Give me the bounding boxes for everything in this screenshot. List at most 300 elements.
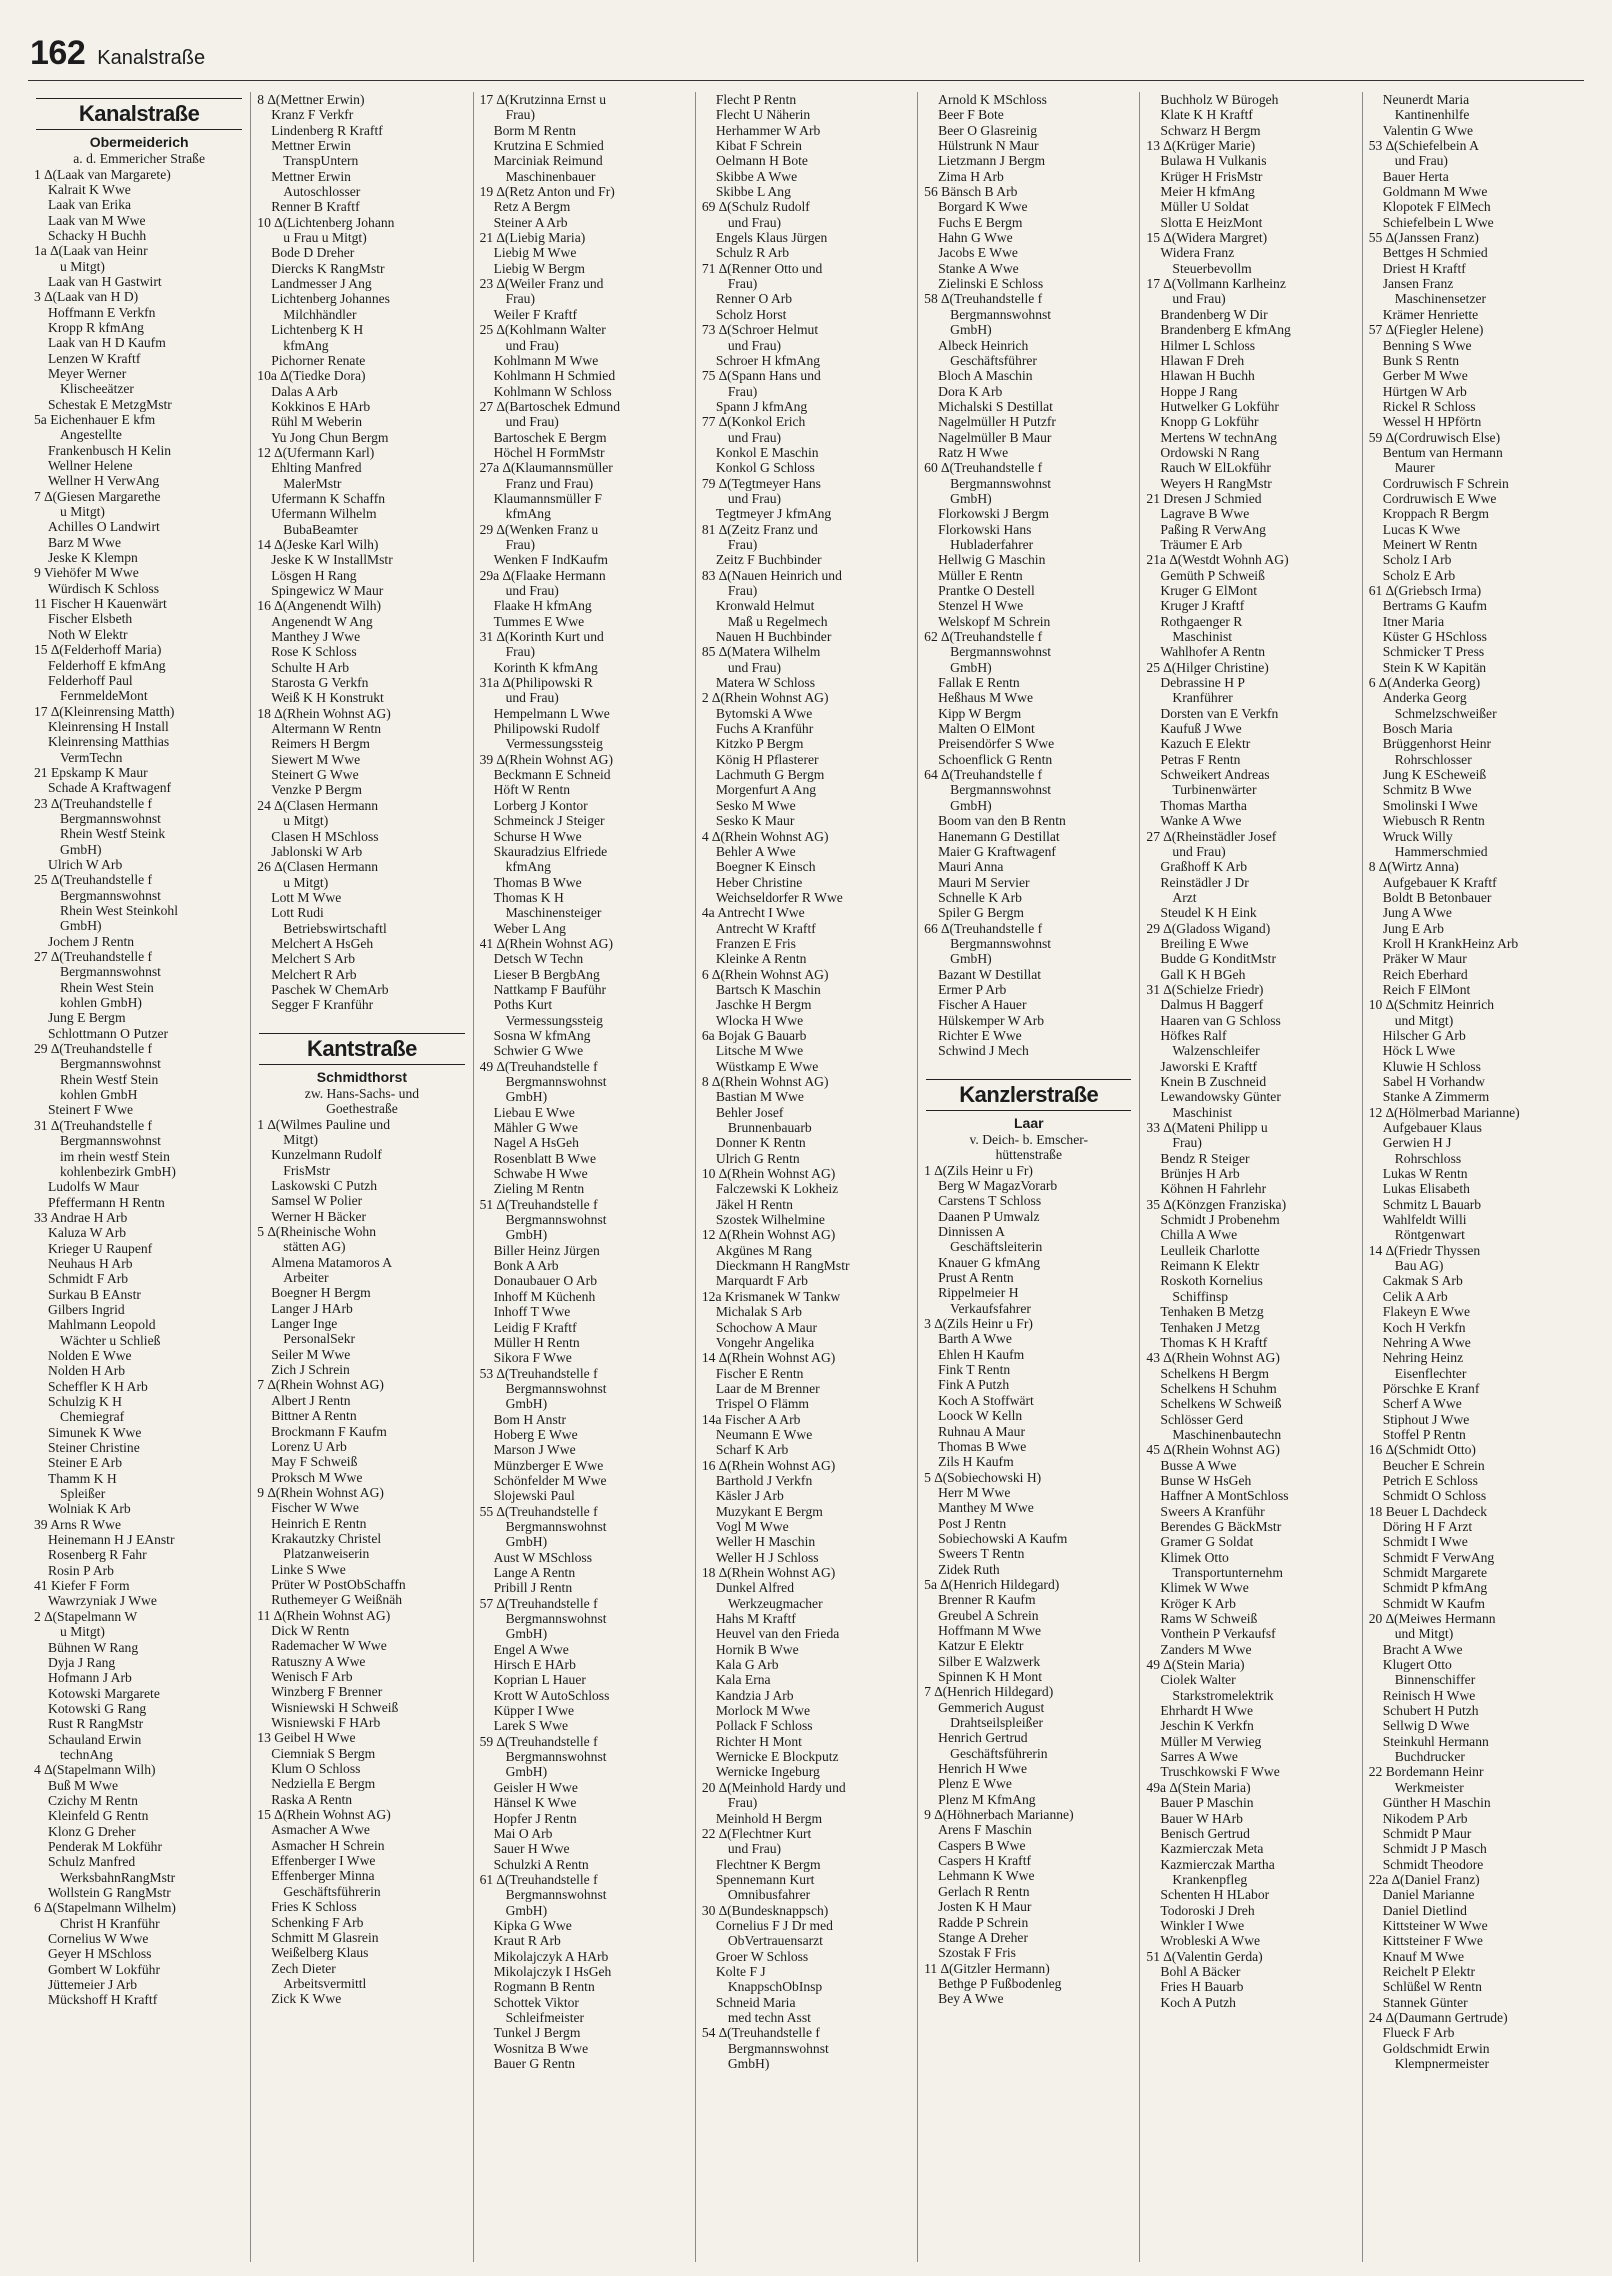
directory-entry: Donaubauer O Arb xyxy=(493,1273,597,1289)
directory-entry: Kleinrensing H Install xyxy=(48,718,169,734)
directory-entry: Proksch M Wwe xyxy=(271,1469,363,1485)
directory-entry: Dyja J Rang xyxy=(48,1654,116,1670)
directory-entry: Bartoschek E Bergm xyxy=(493,429,607,445)
directory-entry: Maschinenbauer xyxy=(505,168,596,184)
street-heading: Kanzlerstraße xyxy=(926,1079,1131,1111)
directory-entry: kohlen GmbH) xyxy=(60,995,142,1011)
directory-entry: Mauri M Servier xyxy=(938,874,1030,890)
directory-entry: Mahlmann Leopold xyxy=(48,1317,156,1333)
directory-entry: 27 ∆(Bartoschek Edmund xyxy=(479,398,621,414)
directory-entry: Ordowski N Rang xyxy=(1160,444,1260,460)
directory-entry: kohlen GmbH xyxy=(60,1087,138,1103)
directory-entry: Richter H Mont xyxy=(715,1733,802,1749)
directory-entry: Bulawa H Vulkanis xyxy=(1160,153,1267,169)
directory-entry: Münzberger E Wwe xyxy=(493,1457,604,1473)
directory-entry: Steuerbevollm xyxy=(1172,260,1252,276)
directory-entry: 16 ∆(Angenendt Wilh) xyxy=(257,598,382,614)
directory-entry: Herr M Wwe xyxy=(938,1484,1011,1500)
directory-entry: Pollack F Schloss xyxy=(715,1718,813,1734)
directory-entry: Laar de M Brenner xyxy=(715,1380,820,1396)
directory-entry: Schmidt F Arb xyxy=(48,1271,129,1287)
directory-entry: Günther H Maschin xyxy=(1382,1795,1491,1811)
directory-entry: Zick K Wwe xyxy=(271,1991,342,2007)
directory-entry: Bergmannswohnst xyxy=(950,782,1052,798)
directory-entry: Segger F Kranführ xyxy=(271,997,374,1013)
directory-entry: Schenten H HLabor xyxy=(1160,1887,1270,1903)
directory-entry: Hempelmann L Wwe xyxy=(493,705,610,721)
directory-entry: Rosenblatt B Wwe xyxy=(493,1150,597,1166)
directory-entry: Graßhoff K Arb xyxy=(1160,859,1248,875)
directory-entry: Mettner Erwin xyxy=(271,168,351,184)
directory-entry: und Frau) xyxy=(505,337,559,353)
directory-entry: Frankenbusch H Kelin xyxy=(48,442,172,458)
directory-entry: Hornik B Wwe xyxy=(715,1641,799,1657)
directory-entry: Breiling E Wwe xyxy=(1160,935,1249,951)
directory-entry: Laak van Erika xyxy=(48,197,132,213)
directory-entry: 31 ∆(Korinth Kurt und xyxy=(479,629,604,645)
directory-entry: und Mitgt) xyxy=(1394,1012,1454,1028)
directory-entry: Meinhold H Bergm xyxy=(715,1810,823,1826)
directory-entry: Sesko K Maur xyxy=(715,813,795,829)
directory-entry: u Mitgt) xyxy=(283,813,329,829)
directory-entry: Falczewski K Lokheiz xyxy=(715,1181,839,1197)
directory-entry: und Frau) xyxy=(505,414,559,430)
directory-entry: und Frau) xyxy=(1172,843,1226,859)
directory-entry: Wenisch F Arb xyxy=(271,1669,353,1684)
directory-entry: Paschek W ChemArb xyxy=(271,981,389,997)
directory-entry: und Frau) xyxy=(727,337,782,353)
directory-entry: Prüter W PostObSchaffn xyxy=(271,1576,406,1592)
directory-entry: Krieger U Raupenf xyxy=(48,1240,153,1256)
directory-entry: Knopp G Lokführ xyxy=(1160,414,1259,430)
directory-entry: u Mitgt) xyxy=(283,874,329,890)
directory-entry: Kokkinos E HArb xyxy=(271,398,371,414)
directory-entry: Nolden H Arb xyxy=(48,1363,126,1379)
directory-entry: Stanke A Wwe xyxy=(938,260,1019,276)
directory-entry: 25 ∆(Kohlmann Walter xyxy=(479,322,606,338)
directory-entry: 81 ∆(Zeitz Franz und xyxy=(701,521,818,537)
directory-entry: 85 ∆(Matera Wilhelm xyxy=(701,644,821,660)
directory-entry: 14 ∆(Rhein Wohnst AG) xyxy=(701,1350,836,1366)
directory-entry: Cordruwisch F Schrein xyxy=(1382,475,1509,491)
directory-entry: Henrich H Wwe xyxy=(938,1761,1027,1777)
directory-entry: 55 ∆(Janssen Franz) xyxy=(1368,230,1479,246)
directory-entry: Döring H F Arzt xyxy=(1382,1518,1473,1534)
directory-entry: 12 ∆(Hölmerbad Marianne) xyxy=(1368,1104,1520,1120)
directory-entry: Schmicker T Press xyxy=(1382,644,1485,660)
column-6 xyxy=(1139,92,1361,2262)
directory-entry: 1a ∆(Laak van Heinr xyxy=(34,243,148,259)
directory-entry: Carstens T Schloss xyxy=(938,1193,1042,1209)
directory-entry: Sesko M Wwe xyxy=(715,797,796,813)
directory-entry: Jeske K Klempn xyxy=(48,550,138,566)
directory-entry: 69 ∆(Schulz Rudolf xyxy=(701,199,810,215)
directory-entry: Stannek Günter xyxy=(1382,1994,1468,2010)
directory-entry: Dunkel Alfred xyxy=(715,1580,794,1596)
directory-entry: Boom van den B Rentn xyxy=(938,813,1066,829)
directory-entry: Schoenflick G Rentn xyxy=(938,751,1053,767)
directory-entry: Engels Klaus Jürgen xyxy=(715,230,828,246)
directory-entry: 62 ∆(Treuhandstelle f xyxy=(924,629,1043,645)
directory-entry: Ruthemeyer G Weißnäh xyxy=(271,1592,403,1608)
directory-entry: 25 ∆(Hilger Christine) xyxy=(1146,659,1269,675)
directory-entry: und Frau) xyxy=(727,429,782,445)
directory-entry: Gerber M Wwe xyxy=(1382,368,1468,384)
directory-entry: Trispel O Flämm xyxy=(715,1396,810,1412)
directory-entry: Asmacher A Wwe xyxy=(271,1822,370,1838)
directory-entry: Sellwig D Wwe xyxy=(1382,1718,1470,1734)
directory-entry: Geyer H MSchloss xyxy=(48,1946,152,1962)
directory-entry: Rothgaenger R xyxy=(1160,613,1243,629)
column-2 xyxy=(250,92,472,2262)
directory-entry: Felderhoff E kfmAng xyxy=(48,657,166,673)
directory-entry: Wahlhofer A Rentn xyxy=(1160,644,1266,660)
directory-entry: Zidek Ruth xyxy=(938,1561,1000,1577)
directory-entry: Ruhnau A Maur xyxy=(938,1423,1025,1439)
directory-entry: Schmidt Margarete xyxy=(1382,1565,1488,1580)
directory-entry: Fries K Schloss xyxy=(271,1899,357,1915)
directory-entry: Binnenschiffer xyxy=(1394,1672,1476,1688)
directory-entry: Florkowski J Bergm xyxy=(938,506,1049,522)
directory-entry: Arbeiter xyxy=(283,1270,329,1286)
directory-entry: Frau) xyxy=(505,291,536,307)
directory-entry: technAng xyxy=(60,1746,113,1762)
directory-entry: Pörschke E Kranf xyxy=(1382,1380,1480,1396)
directory-entry: Bergmannswohnst xyxy=(505,1212,607,1228)
directory-entry: Sikora F Wwe xyxy=(493,1350,572,1366)
directory-entry: Bonk A Arb xyxy=(493,1258,559,1274)
directory-entry: Jablonski W Arb xyxy=(271,843,363,859)
directory-entry: Bohl A Bäcker xyxy=(1160,1963,1241,1979)
directory-entry: Prust A Rentn xyxy=(938,1270,1014,1286)
directory-entry: Klate K H Kraftf xyxy=(1160,107,1253,123)
directory-entry: 5 ∆(Sobiechowski H) xyxy=(924,1469,1042,1485)
directory-entry: Surkau B EAnstr xyxy=(48,1286,141,1302)
directory-entry: Nehring A Wwe xyxy=(1382,1334,1471,1350)
directory-entry: Effenberger I Wwe xyxy=(271,1853,376,1869)
directory-entry: Wosnitza B Wwe xyxy=(493,2040,589,2056)
directory-entry: Itner Maria xyxy=(1382,613,1445,629)
directory-entry: Dalmus H Baggerf xyxy=(1160,997,1264,1013)
directory-entry: 6 ∆(Rhein Wohnst AG) xyxy=(701,966,829,982)
directory-entry: Mikolajczyk A HArb xyxy=(493,1948,609,1964)
directory-entry: Bazant W Destillat xyxy=(938,966,1042,982)
directory-entry: Frau) xyxy=(505,107,536,123)
directory-entry: 20 ∆(Meinhold Hardy und xyxy=(701,1779,846,1795)
directory-entry: GmbH) xyxy=(505,1227,548,1243)
street-scope: a. d. Emmericher Straße xyxy=(73,151,205,166)
directory-entry: 61 ∆(Treuhandstelle f xyxy=(479,1871,598,1887)
directory-entry: Donner K Rentn xyxy=(715,1135,806,1151)
directory-entry: Schmitz L Bauarb xyxy=(1382,1196,1482,1212)
directory-entry: Nattkamp F Bauführ xyxy=(493,981,607,997)
directory-entry: Albert J Rentn xyxy=(271,1392,351,1408)
directory-entry: Mauri Anna xyxy=(938,859,1004,875)
directory-entry: Slojewski Paul xyxy=(493,1488,575,1504)
directory-entry: Konkol G Schloss xyxy=(715,460,815,476)
directory-entry: 13 ∆(Krüger Marie) xyxy=(1146,138,1256,154)
directory-entry: Bom H Anstr xyxy=(493,1411,567,1427)
directory-entry: 57 ∆(Treuhandstelle f xyxy=(479,1595,598,1611)
directory-entry: Lindenberg R Kraftf xyxy=(271,122,383,138)
directory-entry: Betriebswirtschaftl xyxy=(283,920,387,936)
directory-entry: Rhein West Stein xyxy=(60,979,154,995)
directory-entry: 27 ∆(Rheinstädler Josef xyxy=(1146,828,1277,844)
directory-entry: Fries H Bauarb xyxy=(1160,1979,1244,1995)
directory-entry: Koch A Putzh xyxy=(1160,1994,1236,2010)
directory-entry: Kitzko P Bergm xyxy=(715,736,804,752)
directory-entry: Skibbe L Ang xyxy=(715,184,791,200)
directory-entry: Schmitt M Glasrein xyxy=(271,1929,379,1945)
directory-entry: Küster G HSchloss xyxy=(1382,629,1487,645)
directory-entry: Ehlting Manfred xyxy=(271,460,362,476)
directory-entry: Ulrich W Arb xyxy=(48,856,123,872)
directory-entry: 10 ∆(Schmitz Heinrich xyxy=(1368,997,1495,1013)
directory-entry: Omnibusfahrer xyxy=(727,1887,811,1903)
directory-entry: May F Schweiß xyxy=(271,1454,358,1470)
directory-entry: Fuchs A Kranführ xyxy=(715,721,814,737)
directory-entry: Kaluza W Arb xyxy=(48,1225,127,1241)
directory-entry: 26 ∆(Clasen Hermann xyxy=(257,859,379,875)
directory-entry: 27 ∆(Treuhandstelle f xyxy=(34,949,153,965)
directory-entry: Hopfer J Rentn xyxy=(493,1810,577,1826)
directory-entry: Ufermann K Schaffn xyxy=(271,490,386,506)
directory-entry: Kruger G ElMont xyxy=(1160,583,1258,598)
directory-entry: Gombert W Lokführ xyxy=(48,1961,161,1977)
directory-entry: Beckmann E Schneid xyxy=(493,767,611,783)
directory-entry: 24 ∆(Clasen Hermann xyxy=(257,797,379,813)
directory-entry: Pfeffermann H Rentn xyxy=(48,1194,165,1210)
directory-entry: Schurse H Wwe xyxy=(493,828,582,844)
directory-entry: Stange A Dreher xyxy=(938,1929,1028,1945)
directory-entry: Lehmann K Wwe xyxy=(938,1868,1035,1884)
directory-entry: Kohlmann M Wwe xyxy=(493,352,599,368)
directory-entry: Bergmannswohnst xyxy=(60,1133,161,1149)
directory-entry: Frau) xyxy=(727,536,758,552)
directory-entry: Prantke O Destell xyxy=(938,583,1035,598)
directory-entry: Heuvel van den Frieda xyxy=(715,1626,840,1642)
directory-entry: Flecht U Näherin xyxy=(715,107,811,123)
directory-entry: Meinert W Rentn xyxy=(1382,536,1478,552)
directory-entry: Barth A Wwe xyxy=(938,1331,1012,1347)
directory-entry: GmbH) xyxy=(505,1396,548,1412)
directory-entry: Jansen Franz xyxy=(1382,276,1454,292)
directory-entry: Werkmeister xyxy=(1394,1779,1464,1795)
directory-entry: Smolinski I Wwe xyxy=(1382,797,1478,813)
directory-entry: 21 Dresen J Schmied xyxy=(1146,490,1262,506)
directory-entry: Aufgebauer Klaus xyxy=(1382,1120,1482,1136)
directory-entry: Höft W Rentn xyxy=(493,782,571,798)
directory-entry: Lösgen H Rang xyxy=(271,567,357,583)
directory-entry: 33 Andrae H Arb xyxy=(34,1209,128,1225)
directory-entry: Weiler F Kraftf xyxy=(493,306,578,322)
directory-entry: Skibbe A Wwe xyxy=(715,168,798,184)
directory-entry: 16 ∆(Schmidt Otto) xyxy=(1368,1442,1476,1458)
directory-entry: Marciniak Reimund xyxy=(493,153,603,169)
directory-entry: 22 ∆(Flechtner Kurt xyxy=(701,1825,812,1841)
directory-entry: Anderka Georg xyxy=(1382,690,1467,706)
directory-entry: Dinnissen A xyxy=(938,1224,1005,1240)
directory-entry: Sobiechowski A Kaufm xyxy=(938,1530,1068,1546)
directory-entry: Bettges H Schmied xyxy=(1382,245,1488,261)
directory-entry: Zieling M Rentn xyxy=(493,1181,585,1197)
directory-entry: Schade A Kraftwagenf xyxy=(48,780,172,796)
directory-entry: Schwind J Mech xyxy=(938,1043,1029,1059)
directory-entry: Gall K H BGeh xyxy=(1160,966,1246,982)
directory-entry: Widera Franz xyxy=(1160,245,1235,261)
directory-entry: 5a Eichenhauer E kfm xyxy=(34,412,156,427)
directory-entry: Welskopf M Schrein xyxy=(938,613,1051,629)
directory-entry: Matera W Schloss xyxy=(715,675,816,691)
directory-entry: Lukas Elisabeth xyxy=(1382,1181,1470,1197)
directory-entry: Wisniewski F HArb xyxy=(271,1715,381,1731)
directory-entry: Bunk S Rentn xyxy=(1382,352,1459,368)
directory-entry: GmbH) xyxy=(505,1764,548,1780)
directory-entry: Christ H Kranführ xyxy=(60,1915,160,1931)
directory-entry: 29a ∆(Flaake Hermann xyxy=(479,567,606,583)
directory-entry: 39 Arns R Wwe xyxy=(34,1516,121,1532)
directory-entry: Rhein Westf Stein xyxy=(60,1071,159,1087)
directory-entry: Rauch W ElLokführ xyxy=(1160,460,1271,476)
directory-entry: Benisch Gertrud xyxy=(1160,1825,1250,1841)
directory-entry: Venzke P Bergm xyxy=(271,782,362,798)
directory-entry: und Frau) xyxy=(505,690,559,706)
directory-entry: Schelkens H Bergm xyxy=(1160,1365,1269,1381)
directory-entry: 2 ∆(Rhein Wohnst AG) xyxy=(701,690,829,706)
directory-entry: Brenner R Kaufm xyxy=(938,1592,1036,1608)
directory-entry: Herhammer W Arb xyxy=(715,122,821,138)
directory-entry: 49 ∆(Stein Maria) xyxy=(1146,1657,1245,1673)
directory-entry: GmbH) xyxy=(950,951,992,967)
directory-entry: Schacky H Buchh xyxy=(48,227,147,243)
directory-entry: Stanke A Zimmerm xyxy=(1382,1089,1490,1105)
directory-entry: Jüttemeier J Arb xyxy=(48,1977,138,1993)
directory-entry: Wellner Helene xyxy=(48,458,133,474)
directory-entry: Altermann W Rentn xyxy=(271,721,382,737)
directory-entry: Stein K W Kapitän xyxy=(1382,659,1487,675)
directory-entry: GmbH) xyxy=(950,797,992,813)
directory-entry: Berg W MagazVorarb xyxy=(938,1178,1058,1193)
directory-entry: 1 ∆(Zils Heinr u Fr) xyxy=(924,1162,1033,1178)
directory-entry: Malten O ElMont xyxy=(938,721,1035,737)
directory-entry: Clasen H MSchloss xyxy=(271,828,379,844)
directory-entry: Wächter u Schließ xyxy=(60,1332,161,1348)
directory-entry: Wüstkamp E Wwe xyxy=(715,1058,819,1074)
directory-entry: Bey A Wwe xyxy=(938,1991,1004,2007)
directory-entry: 4 ∆(Stapelmann Wilh) xyxy=(34,1762,156,1778)
directory-entry: Nehring Heinz xyxy=(1382,1350,1464,1366)
directory-entry: Schwarz H Bergm xyxy=(1160,122,1261,138)
directory-entry: und Mitgt) xyxy=(1394,1626,1454,1642)
directory-entry: Bergmannswohnst xyxy=(60,1056,161,1072)
directory-entry: 29 ∆(Gladoss Wigand) xyxy=(1146,920,1271,936)
directory-entry: Michalak S Arb xyxy=(715,1304,802,1320)
directory-entry: Bracht A Wwe xyxy=(1382,1641,1463,1657)
directory-entry: Benning S Wwe xyxy=(1382,337,1472,353)
directory-entry: Thomas Martha xyxy=(1160,797,1247,813)
directory-entry: Wollstein G RangMstr xyxy=(48,1885,171,1900)
directory-entry: Kipp W Bergm xyxy=(938,705,1022,721)
directory-entry: Bergmannswohnst xyxy=(60,887,161,903)
directory-entry: Antrecht W Kraftf xyxy=(715,920,816,936)
directory-entry: Kala Erna xyxy=(715,1672,771,1688)
directory-entry: Hutwelker G Lokführ xyxy=(1160,398,1279,414)
directory-entry: Koch H Verkfn xyxy=(1382,1319,1466,1335)
directory-entry: 55 ∆(Treuhandstelle f xyxy=(479,1503,598,1519)
directory-entry: Caspers H Kraftf xyxy=(938,1853,1032,1869)
directory-entry: Sauer H Wwe xyxy=(493,1841,570,1857)
directory-entry: Schochow A Maur xyxy=(715,1319,818,1335)
directory-entry: Bergmannswohnst xyxy=(727,2040,829,2056)
directory-entry: Jaworski E Kraftf xyxy=(1160,1058,1258,1074)
directory-entry: Winzberg F Brenner xyxy=(271,1684,383,1700)
directory-entry: 21a ∆(Westdt Wohnh AG) xyxy=(1146,552,1289,568)
directory-entry: 17 ∆(Vollmann Karlheinz xyxy=(1146,276,1286,292)
column-7 xyxy=(1362,92,1584,2262)
directory-entry: Berendes G BäckMstr xyxy=(1160,1518,1282,1534)
directory-entry: Hahs M Kraftf xyxy=(715,1611,796,1627)
directory-entry: Celik A Arb xyxy=(1382,1288,1448,1304)
directory-entry: 4 ∆(Rhein Wohnst AG) xyxy=(701,828,829,844)
directory-entry: 9 ∆(Rhein Wohnst AG) xyxy=(257,1484,384,1500)
directory-entry: 29 ∆(Treuhandstelle f xyxy=(34,1041,153,1057)
directory-entry: Neumann E Wwe xyxy=(715,1426,813,1442)
directory-entry: Weiß K H Konstrukt xyxy=(271,690,384,706)
directory-entry: Schulz R Arb xyxy=(715,245,790,261)
directory-entry: Lange A Rentn xyxy=(493,1565,576,1580)
directory-entry: Kleinfeld G Rentn xyxy=(48,1808,149,1824)
directory-entry: Schweikert Andreas xyxy=(1160,767,1270,783)
directory-entry: Hubladerfahrer xyxy=(950,536,1034,552)
directory-entry: Truschkowski F Wwe xyxy=(1160,1764,1280,1780)
directory-entry: Klimek W Wwe xyxy=(1160,1580,1249,1596)
directory-entry: Ciemniak S Bergm xyxy=(271,1745,376,1761)
directory-entry: Cakmak S Arb xyxy=(1382,1273,1463,1289)
directory-entry: Scholz I Arb xyxy=(1382,552,1452,568)
directory-entry: Flaake H kfmAng xyxy=(493,598,592,614)
directory-entry: Spinnen K H Mont xyxy=(938,1669,1042,1684)
directory-entry: 3 ∆(Zils Heinr u Fr) xyxy=(924,1316,1033,1332)
directory-entry: Melchert A HsGeh xyxy=(271,935,374,951)
directory-entry: Schulzig K H xyxy=(48,1394,123,1409)
directory-entry: Wahlfeldt Willi xyxy=(1382,1212,1467,1228)
directory-entry: 7 ∆(Henrich Hildegard) xyxy=(924,1684,1054,1700)
directory-entry: Kittsteiner F Wwe xyxy=(1382,1933,1483,1949)
directory-entry: 12a Krismanek W Tankw xyxy=(701,1288,841,1304)
directory-entry: Rademacher W Wwe xyxy=(271,1638,387,1654)
directory-entry: Frau) xyxy=(727,583,758,598)
directory-entry: Meyer Werner xyxy=(48,365,127,381)
directory-entry: 49 ∆(Treuhandstelle f xyxy=(479,1058,598,1074)
directory-entry: Rhein West Steinkohl xyxy=(60,903,178,918)
directory-entry: Beucher E Schrein xyxy=(1382,1457,1485,1473)
directory-entry: Schulte H Arb xyxy=(271,659,350,675)
directory-entry: Achilles O Landwirt xyxy=(48,519,160,535)
directory-entry: Chilla A Wwe xyxy=(1160,1227,1238,1243)
directory-entry: Wlocka H Wwe xyxy=(715,1012,804,1028)
directory-entry: Nauen H Buchbinder xyxy=(715,629,832,645)
directory-entry: Wanke A Wwe xyxy=(1160,813,1242,829)
directory-entry: Kunzelmann Rudolf xyxy=(271,1147,382,1163)
directory-entry: und Frau) xyxy=(505,583,559,598)
directory-entry: Geisler H Wwe xyxy=(493,1779,578,1795)
directory-entry: Bergmannswohnst xyxy=(505,1749,607,1765)
directory-entry: Thomas B Wwe xyxy=(938,1438,1027,1454)
directory-entry: Sarres A Wwe xyxy=(1160,1749,1238,1765)
directory-entry: Drahtseilspleißer xyxy=(950,1715,1044,1731)
directory-entry: Sweers A Kranführ xyxy=(1160,1503,1265,1519)
directory-entry: 24 ∆(Daumann Gertrude) xyxy=(1368,2009,1508,2025)
